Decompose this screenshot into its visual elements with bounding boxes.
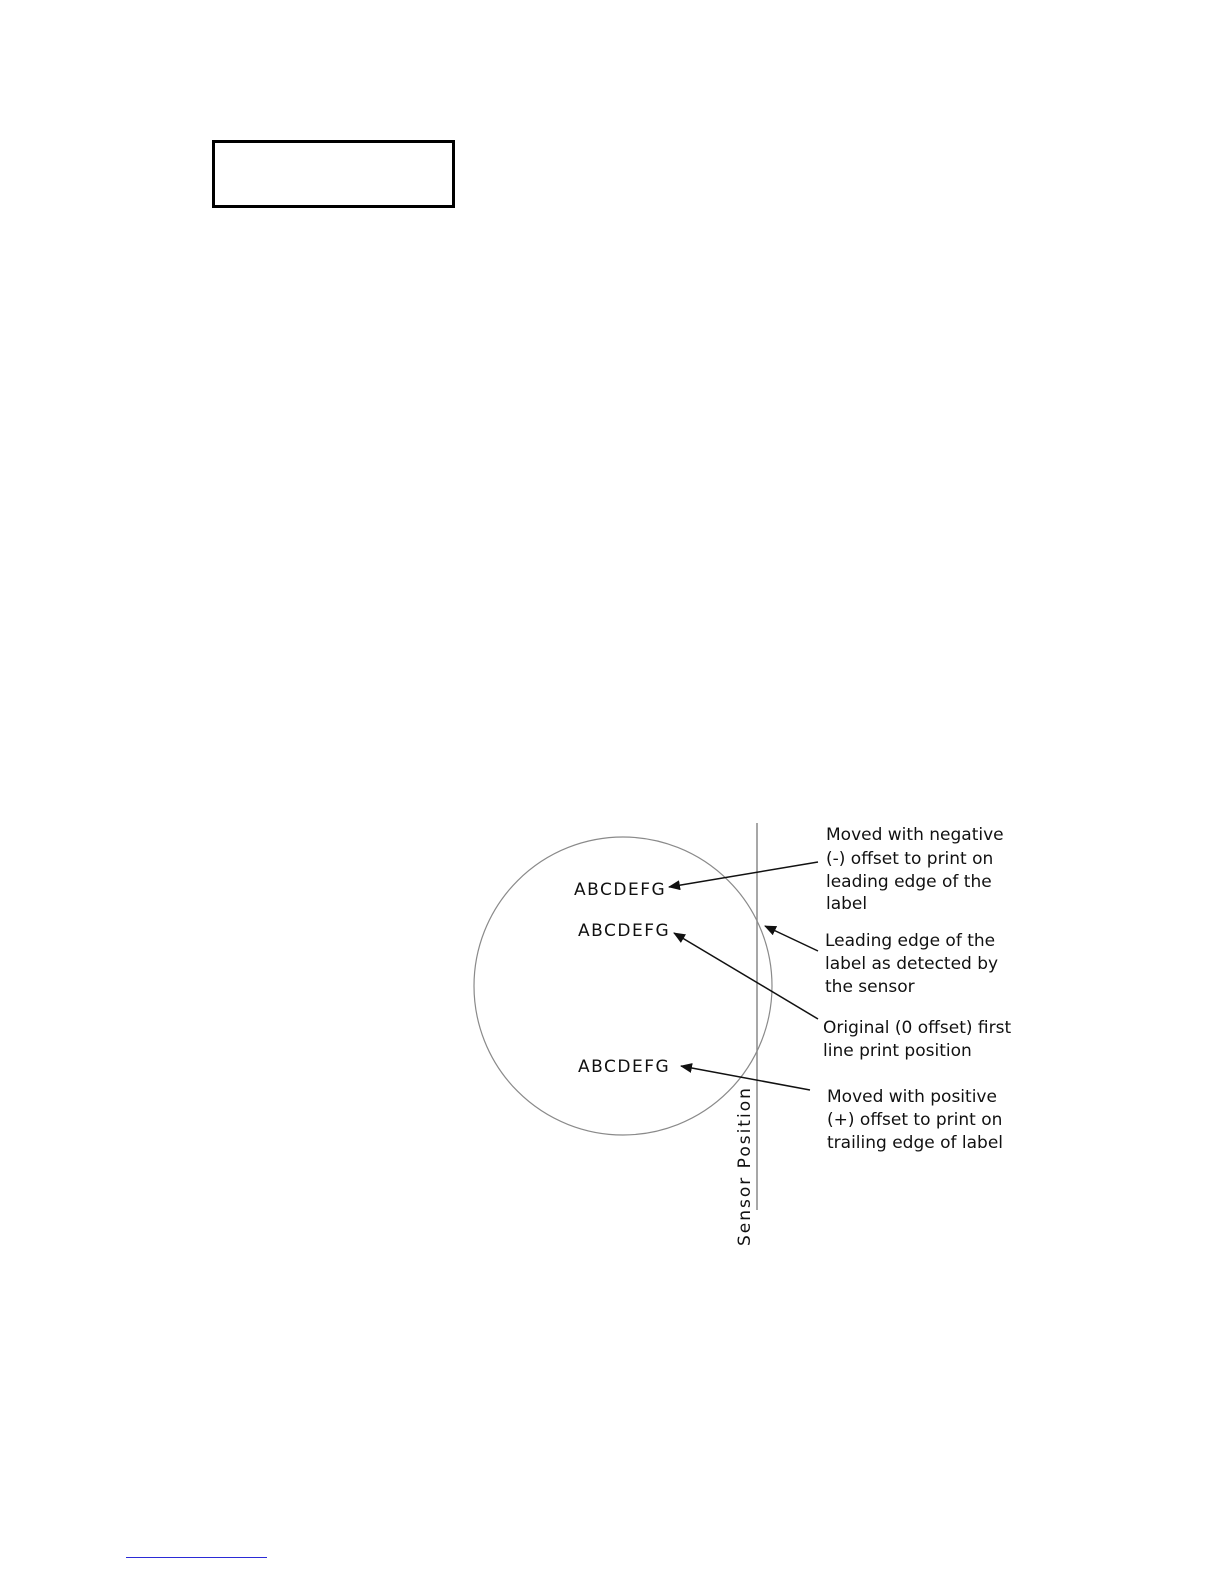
original-position-text: ABCDEFG: [578, 921, 671, 941]
callout-line: trailing edge of label: [827, 1133, 1004, 1153]
callout-line: (-) offset to print on: [826, 849, 994, 869]
original-position-arrow: [674, 933, 818, 1019]
negative-offset-arrow: [669, 862, 818, 887]
callout-line: Moved with positive: [827, 1087, 997, 1107]
callout-line: label: [826, 894, 868, 914]
original-position-callout: [823, 1018, 1017, 1061]
footer-link-underline: [126, 1557, 267, 1558]
negative-offset-text: ABCDEFG: [574, 880, 667, 900]
leading-edge-arrow: [765, 926, 818, 951]
positive-offset-text: ABCDEFG: [578, 1057, 671, 1077]
callout-line: Original (0 offset) first: [823, 1018, 1012, 1038]
callout-line: the sensor: [825, 977, 915, 997]
callout-line: leading edge of the: [826, 872, 992, 892]
callout-line: line print position: [823, 1041, 972, 1061]
positive-offset-callout: [827, 1087, 1008, 1153]
callout-line: Moved with negative: [826, 825, 1004, 845]
callout-line: Leading edge of the: [825, 931, 996, 951]
callout-line: (+) offset to print on: [827, 1110, 1003, 1130]
callout-line: label as detected by: [825, 954, 999, 974]
leading-edge-callout: [825, 931, 1004, 997]
sensor-position-label: Sensor Position: [735, 1086, 755, 1246]
negative-offset-callout: [826, 825, 1009, 914]
